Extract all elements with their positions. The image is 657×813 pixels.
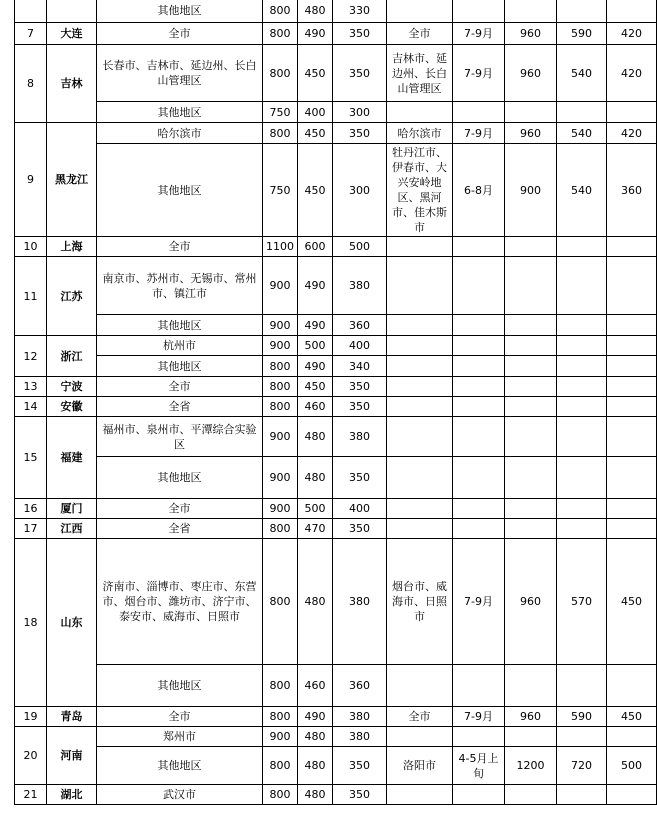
- area-cell: 济南市、淄博市、枣庄市、东营市、烟台市、潍坊市、济宁市、泰安市、威海市、日照市: [97, 539, 263, 665]
- area-cell: 全省: [97, 519, 263, 539]
- value-cell: 360: [333, 665, 387, 707]
- peak-area-cell: 全市: [387, 707, 453, 727]
- table-row: [15, 519, 657, 539]
- peak-period-cell: [453, 377, 505, 397]
- value-cell: 900: [263, 336, 298, 356]
- peak-value-cell: [607, 315, 657, 336]
- peak-value-cell: 450: [607, 707, 657, 727]
- value-cell: 450: [298, 45, 333, 102]
- province-cell: 山东: [47, 539, 97, 707]
- peak-value-cell: 960: [505, 23, 557, 45]
- peak-period-cell: [453, 237, 505, 257]
- peak-area-cell: [387, 397, 453, 417]
- province-cell: 黑龙江: [47, 123, 97, 237]
- value-cell: 380: [333, 539, 387, 665]
- peak-value-cell: [557, 336, 607, 356]
- peak-value-cell: [557, 257, 607, 315]
- value-cell: 490: [298, 257, 333, 315]
- value-cell: 900: [263, 257, 298, 315]
- area-cell: 郑州市: [97, 727, 263, 747]
- peak-area-cell: [387, 457, 453, 499]
- peak-period-cell: [453, 519, 505, 539]
- value-cell: 800: [263, 519, 298, 539]
- value-cell: 350: [333, 377, 387, 397]
- peak-value-cell: [607, 377, 657, 397]
- value-cell: 450: [298, 144, 333, 237]
- peak-value-cell: [607, 519, 657, 539]
- peak-value-cell: [557, 499, 607, 519]
- table-row: [15, 315, 657, 336]
- province-cell: 安徽: [47, 397, 97, 417]
- value-cell: 900: [263, 457, 298, 499]
- peak-value-cell: [607, 457, 657, 499]
- row-number-cell: 16: [15, 499, 47, 519]
- peak-value-cell: 590: [557, 707, 607, 727]
- row-number-cell: 7: [15, 23, 47, 45]
- table-row: [15, 747, 657, 785]
- value-cell: 800: [263, 123, 298, 144]
- value-cell: 1100: [263, 237, 298, 257]
- peak-value-cell: 540: [557, 45, 607, 102]
- value-cell: 500: [333, 237, 387, 257]
- peak-value-cell: [505, 315, 557, 336]
- value-cell: 350: [333, 457, 387, 499]
- province-cell: 江西: [47, 519, 97, 539]
- province-cell: 河南: [47, 727, 97, 785]
- peak-value-cell: [505, 519, 557, 539]
- value-cell: 900: [263, 417, 298, 457]
- peak-value-cell: [557, 665, 607, 707]
- value-cell: 800: [263, 356, 298, 377]
- peak-period-cell: 4-5月上旬: [453, 747, 505, 785]
- peak-value-cell: [505, 397, 557, 417]
- peak-value-cell: [557, 102, 607, 123]
- peak-value-cell: 500: [607, 747, 657, 785]
- value-cell: 340: [333, 356, 387, 377]
- table-row: [15, 707, 657, 727]
- table-row: [15, 23, 657, 45]
- peak-area-cell: [387, 499, 453, 519]
- value-cell: 800: [263, 397, 298, 417]
- table-row: [15, 417, 657, 457]
- peak-period-cell: 7-9月: [453, 539, 505, 665]
- value-cell: 350: [333, 45, 387, 102]
- peak-period-cell: [453, 257, 505, 315]
- peak-area-cell: 全市: [387, 23, 453, 45]
- peak-area-cell: [387, 377, 453, 397]
- area-cell: 杭州市: [97, 336, 263, 356]
- peak-value-cell: [505, 257, 557, 315]
- peak-period-cell: [453, 356, 505, 377]
- peak-area-cell: [387, 519, 453, 539]
- peak-period-cell: [453, 727, 505, 747]
- value-cell: 800: [263, 747, 298, 785]
- value-cell: 360: [333, 315, 387, 336]
- peak-value-cell: 960: [505, 539, 557, 665]
- row-number-cell: 12: [15, 336, 47, 377]
- table-row: [15, 457, 657, 499]
- peak-value-cell: [505, 237, 557, 257]
- value-cell: 460: [298, 397, 333, 417]
- value-cell: 480: [298, 539, 333, 665]
- peak-value-cell: [505, 457, 557, 499]
- peak-value-cell: [607, 727, 657, 747]
- row-number-cell: 18: [15, 539, 47, 707]
- value-cell: 900: [263, 315, 298, 336]
- area-cell: 其他地区: [97, 356, 263, 377]
- value-cell: 350: [333, 747, 387, 785]
- peak-area-cell: [387, 315, 453, 336]
- peak-period-cell: [453, 0, 505, 23]
- value-cell: 500: [298, 336, 333, 356]
- area-cell: 其他地区: [97, 144, 263, 237]
- area-cell: 其他地区: [97, 665, 263, 707]
- peak-value-cell: [557, 315, 607, 336]
- peak-area-cell: 牡丹江市、伊春市、大兴安岭地区、黑河市、佳木斯市: [387, 144, 453, 237]
- row-number-cell: 20: [15, 727, 47, 785]
- peak-period-cell: [453, 417, 505, 457]
- row-number-cell: 13: [15, 377, 47, 397]
- standards-table: [14, 0, 657, 805]
- peak-value-cell: [505, 377, 557, 397]
- value-cell: 380: [333, 727, 387, 747]
- value-cell: 300: [333, 144, 387, 237]
- province-cell: 江苏: [47, 257, 97, 336]
- table-row: [15, 257, 657, 315]
- value-cell: 470: [298, 519, 333, 539]
- value-cell: 900: [263, 727, 298, 747]
- value-cell: 480: [298, 457, 333, 499]
- value-cell: 490: [298, 356, 333, 377]
- table-row: [15, 102, 657, 123]
- value-cell: 450: [298, 377, 333, 397]
- peak-area-cell: [387, 257, 453, 315]
- area-cell: 全市: [97, 377, 263, 397]
- peak-period-cell: [453, 665, 505, 707]
- row-number-cell: [15, 0, 47, 23]
- value-cell: 350: [333, 785, 387, 805]
- peak-area-cell: [387, 356, 453, 377]
- table-row: [15, 356, 657, 377]
- peak-value-cell: [505, 727, 557, 747]
- province-cell: 湖北: [47, 785, 97, 805]
- province-cell: [47, 0, 97, 23]
- peak-area-cell: [387, 665, 453, 707]
- area-cell: 其他地区: [97, 102, 263, 123]
- value-cell: 400: [298, 102, 333, 123]
- row-number-cell: 9: [15, 123, 47, 237]
- area-cell: 哈尔滨市: [97, 123, 263, 144]
- peak-value-cell: 360: [607, 144, 657, 237]
- peak-period-cell: [453, 457, 505, 499]
- peak-period-cell: 6-8月: [453, 144, 505, 237]
- peak-value-cell: [557, 457, 607, 499]
- peak-value-cell: 960: [505, 45, 557, 102]
- peak-value-cell: [607, 257, 657, 315]
- province-cell: 福建: [47, 417, 97, 499]
- value-cell: 750: [263, 144, 298, 237]
- province-cell: 上海: [47, 237, 97, 257]
- area-cell: 全市: [97, 237, 263, 257]
- area-cell: 其他地区: [97, 0, 263, 23]
- peak-area-cell: 烟台市、威海市、日照市: [387, 539, 453, 665]
- peak-value-cell: [557, 377, 607, 397]
- peak-value-cell: [557, 397, 607, 417]
- table-row: [15, 499, 657, 519]
- value-cell: 800: [263, 707, 298, 727]
- value-cell: 480: [298, 417, 333, 457]
- value-cell: 800: [263, 785, 298, 805]
- peak-value-cell: [557, 237, 607, 257]
- peak-period-cell: [453, 499, 505, 519]
- table-row: [15, 0, 657, 23]
- peak-value-cell: [505, 665, 557, 707]
- peak-value-cell: [607, 356, 657, 377]
- value-cell: 400: [333, 499, 387, 519]
- value-cell: 450: [298, 123, 333, 144]
- peak-value-cell: 420: [607, 23, 657, 45]
- area-cell: 全市: [97, 499, 263, 519]
- area-cell: 武汉市: [97, 785, 263, 805]
- peak-area-cell: [387, 102, 453, 123]
- peak-period-cell: 7-9月: [453, 45, 505, 102]
- area-cell: 全市: [97, 23, 263, 45]
- value-cell: 350: [333, 123, 387, 144]
- value-cell: 800: [263, 377, 298, 397]
- peak-area-cell: [387, 785, 453, 805]
- peak-value-cell: [557, 0, 607, 23]
- table-row: [15, 336, 657, 356]
- peak-area-cell: 吉林市、延边州、长白山管理区: [387, 45, 453, 102]
- value-cell: 300: [333, 102, 387, 123]
- area-cell: 其他地区: [97, 457, 263, 499]
- peak-value-cell: 590: [557, 23, 607, 45]
- area-cell: 其他地区: [97, 315, 263, 336]
- peak-value-cell: [607, 397, 657, 417]
- peak-value-cell: 420: [607, 123, 657, 144]
- value-cell: 800: [263, 539, 298, 665]
- province-cell: 宁波: [47, 377, 97, 397]
- peak-value-cell: 720: [557, 747, 607, 785]
- area-cell: 长春市、吉林市、延边州、长白山管理区: [97, 45, 263, 102]
- table-row: [15, 377, 657, 397]
- value-cell: 480: [298, 0, 333, 23]
- peak-value-cell: [505, 336, 557, 356]
- peak-value-cell: [505, 0, 557, 23]
- area-cell: 全市: [97, 707, 263, 727]
- peak-value-cell: [505, 499, 557, 519]
- value-cell: 480: [298, 785, 333, 805]
- peak-area-cell: [387, 336, 453, 356]
- peak-area-cell: 哈尔滨市: [387, 123, 453, 144]
- province-cell: 厦门: [47, 499, 97, 519]
- peak-value-cell: [607, 336, 657, 356]
- value-cell: 900: [263, 499, 298, 519]
- peak-value-cell: 450: [607, 539, 657, 665]
- province-cell: 浙江: [47, 336, 97, 377]
- table-row: [15, 123, 657, 144]
- value-cell: 600: [298, 237, 333, 257]
- peak-period-cell: [453, 102, 505, 123]
- peak-period-cell: 7-9月: [453, 23, 505, 45]
- peak-period-cell: 7-9月: [453, 707, 505, 727]
- value-cell: 490: [298, 23, 333, 45]
- area-cell: 其他地区: [97, 747, 263, 785]
- row-number-cell: 19: [15, 707, 47, 727]
- peak-value-cell: [607, 785, 657, 805]
- peak-value-cell: 540: [557, 123, 607, 144]
- peak-value-cell: 540: [557, 144, 607, 237]
- row-number-cell: 10: [15, 237, 47, 257]
- value-cell: 800: [263, 0, 298, 23]
- table-row: [15, 727, 657, 747]
- value-cell: 490: [298, 707, 333, 727]
- province-cell: 吉林: [47, 45, 97, 123]
- value-cell: 380: [333, 257, 387, 315]
- row-number-cell: 15: [15, 417, 47, 499]
- row-number-cell: 8: [15, 45, 47, 123]
- value-cell: 800: [263, 665, 298, 707]
- peak-area-cell: [387, 237, 453, 257]
- peak-period-cell: [453, 785, 505, 805]
- peak-value-cell: 1200: [505, 747, 557, 785]
- value-cell: 350: [333, 23, 387, 45]
- peak-value-cell: [607, 499, 657, 519]
- area-cell: 全省: [97, 397, 263, 417]
- peak-value-cell: [607, 665, 657, 707]
- value-cell: 400: [333, 336, 387, 356]
- value-cell: 480: [298, 747, 333, 785]
- table-row: [15, 144, 657, 237]
- peak-value-cell: [557, 785, 607, 805]
- peak-value-cell: [607, 102, 657, 123]
- value-cell: 380: [333, 707, 387, 727]
- value-cell: 330: [333, 0, 387, 23]
- value-cell: 350: [333, 397, 387, 417]
- province-cell: 青岛: [47, 707, 97, 727]
- table-row: [15, 785, 657, 805]
- row-number-cell: 11: [15, 257, 47, 336]
- peak-value-cell: [557, 727, 607, 747]
- peak-value-cell: 420: [607, 45, 657, 102]
- peak-period-cell: [453, 397, 505, 417]
- value-cell: 460: [298, 665, 333, 707]
- row-number-cell: 21: [15, 785, 47, 805]
- peak-value-cell: [505, 785, 557, 805]
- peak-value-cell: 900: [505, 144, 557, 237]
- peak-value-cell: [607, 0, 657, 23]
- table-row: [15, 665, 657, 707]
- peak-value-cell: 960: [505, 707, 557, 727]
- value-cell: 500: [298, 499, 333, 519]
- peak-value-cell: [607, 237, 657, 257]
- table-row: [15, 45, 657, 102]
- peak-value-cell: [505, 417, 557, 457]
- peak-value-cell: [557, 519, 607, 539]
- peak-area-cell: 洛阳市: [387, 747, 453, 785]
- peak-value-cell: [505, 356, 557, 377]
- province-cell: 大连: [47, 23, 97, 45]
- peak-value-cell: 570: [557, 539, 607, 665]
- peak-value-cell: [557, 417, 607, 457]
- row-number-cell: 14: [15, 397, 47, 417]
- peak-period-cell: 7-9月: [453, 123, 505, 144]
- value-cell: 490: [298, 315, 333, 336]
- value-cell: 800: [263, 45, 298, 102]
- value-cell: 380: [333, 417, 387, 457]
- table-row: [15, 397, 657, 417]
- peak-value-cell: 960: [505, 123, 557, 144]
- row-number-cell: 17: [15, 519, 47, 539]
- value-cell: 480: [298, 727, 333, 747]
- area-cell: 南京市、苏州市、无锡市、常州市、镇江市: [97, 257, 263, 315]
- peak-area-cell: [387, 0, 453, 23]
- peak-value-cell: [557, 356, 607, 377]
- value-cell: 350: [333, 519, 387, 539]
- value-cell: 750: [263, 102, 298, 123]
- peak-value-cell: [505, 102, 557, 123]
- peak-area-cell: [387, 727, 453, 747]
- peak-value-cell: [607, 417, 657, 457]
- table-row: [15, 237, 657, 257]
- peak-area-cell: [387, 417, 453, 457]
- table-row: [15, 539, 657, 665]
- peak-period-cell: [453, 336, 505, 356]
- area-cell: 福州市、泉州市、平潭综合实验区: [97, 417, 263, 457]
- peak-period-cell: [453, 315, 505, 336]
- value-cell: 800: [263, 23, 298, 45]
